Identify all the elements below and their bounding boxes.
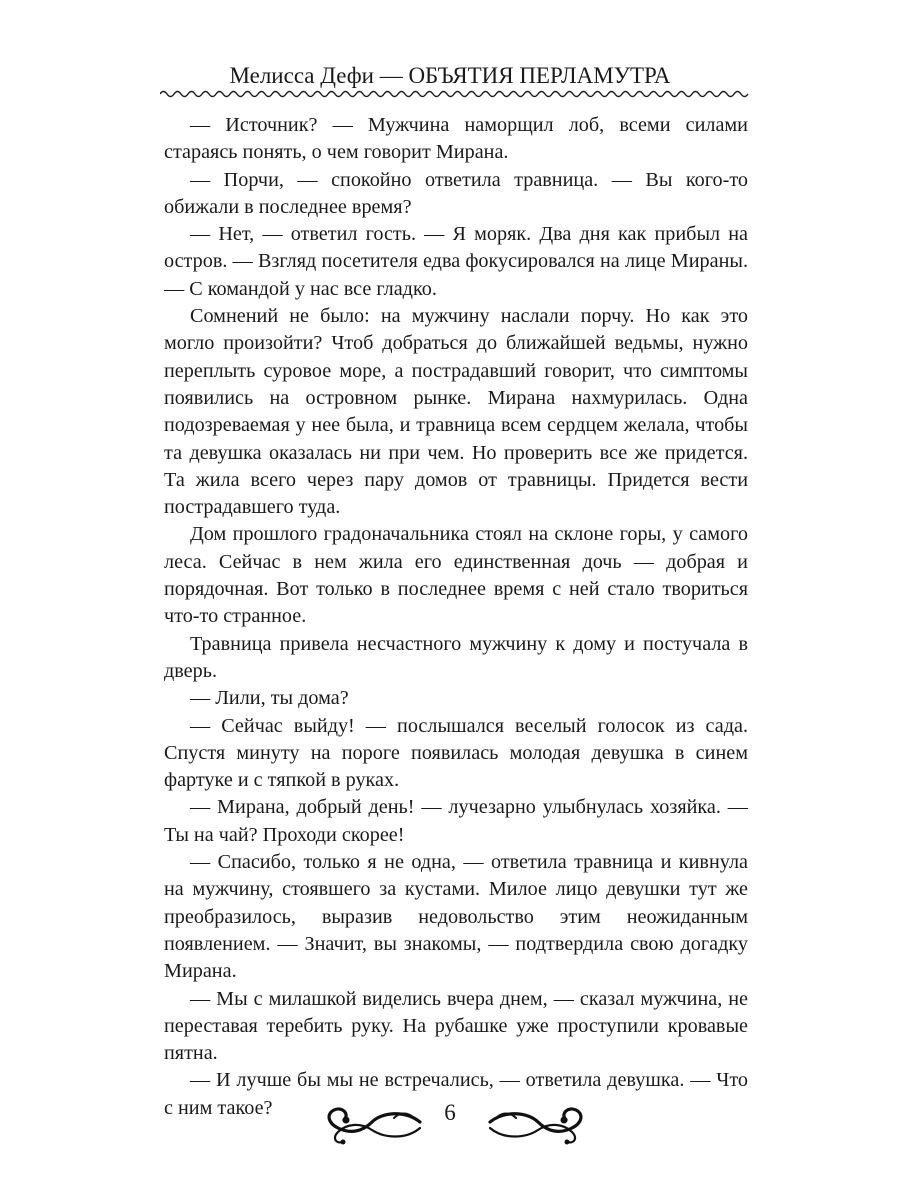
paragraph: Травница привела несчастного мужчину к дому и постучала в дверь. <box>164 632 748 682</box>
paragraph: — Нет, — ответил гость. — Я моряк. Два дня как прибыл на остров. — Взгляд посетителя едва фокусировался на лице Мираны. — С командой у нас все гладко. <box>164 223 748 300</box>
body-text <box>164 112 748 1122</box>
paragraph: — Мирана, добрый день! — лучезарно улыбнулась хозяйка. — Ты на чай? Проходи скорее! <box>164 796 748 846</box>
paragraph: — Сейчас выйду! — послышался веселый голосок из сада. Спустя минуту на пороге появилась молодая девушка в синем фартуке и с тяпкой в руках. <box>164 714 748 792</box>
paragraph: — Источник? — Мужчина наморщил лоб, всеми силами стараясь понять, о чем говорит Мирана. <box>164 114 748 164</box>
page-number: 6 <box>444 1100 456 1125</box>
paragraph: — Лили, ты дома? <box>190 687 349 710</box>
paragraph: Дом прошлого градоначальника стоял на склоне горы, у самого леса. Сейчас в нем жила его единственная дочь — добрая и порядочная. Вот только в последнее время с ней стало твориться что-то странное. <box>164 523 748 628</box>
paragraph: — Порчи, — спокойно ответила травница. — Вы кого-то обижали в последнее время? <box>164 168 748 218</box>
paragraph: — Спасибо, только я не одна, — ответила травница и кивнула на мужчину, стоявшего за кустами. Милое лицо девушки тут же преобразилось, выразив недовольство этим неожиданным появлением. — Значит, вы знакомы, — подтвердила свою догадку Мирана. <box>164 851 748 983</box>
running-head: Мелисса Дефи — ОБЪЯТИЯ ПЕРЛАМУТРА <box>229 63 671 88</box>
wavy-header-rule <box>160 88 750 100</box>
paragraph: — И лучше бы мы не встречались, — ответила девушка. — Что с ним такое? <box>164 1069 748 1119</box>
paragraph: Сомнений не было: на мужчину наслали порчу. Но как это могло произойти? Чтоб добраться до ближайшей ведьмы, нужно переплыть суровое море, а пострадавший говорит, что симптомы появились на островном рынке. Мирана нахмурилась. Одна подозреваемая у нее была, и травница всем сердцем желала, чтобы та девушка оказалась ни при чем. Но проверить все же придется. Та жила всего через пару домов от травницы. Придется вести пострадавшего туда. <box>164 305 748 519</box>
paragraph: — Мы с милашкой виделись вчера днем, — сказал мужчина, не переставая теребить руку. На рубашке уже проступили кровавые пятна. <box>164 987 748 1065</box>
